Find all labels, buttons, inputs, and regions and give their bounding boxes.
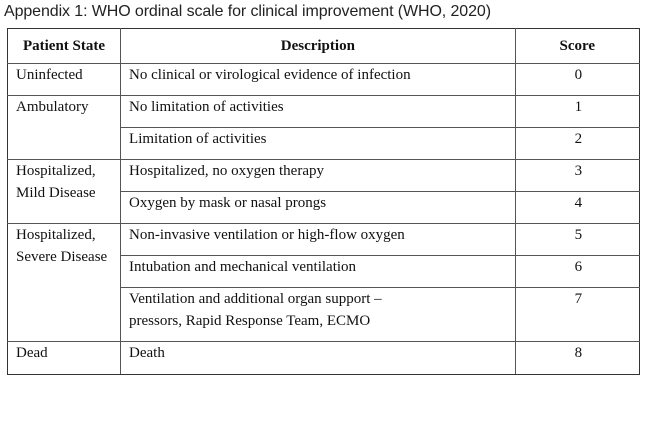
state-cell-hospitalized-severe — [8, 224, 121, 342]
header-score: Score — [515, 29, 639, 64]
description-cell: Limitation of activities — [121, 128, 516, 160]
table-row — [8, 160, 640, 192]
state-cell-hospitalized-mild — [8, 160, 121, 224]
header-patient-state: Patient State — [8, 29, 121, 64]
score-cell: 1 — [515, 96, 639, 128]
score-cell: 7 — [515, 288, 639, 342]
state-cell-dead: Dead — [8, 342, 121, 375]
table-row — [8, 224, 640, 256]
description-line: pressors, Rapid Response Team, ECMO — [129, 313, 371, 329]
description-cell: Non-invasive ventilation or high-flow oxygen — [121, 224, 516, 256]
description-cell — [121, 288, 516, 342]
description-cell: No limitation of activities — [121, 96, 516, 128]
who-ordinal-scale-table — [7, 28, 640, 375]
state-line: Hospitalized, — [16, 163, 96, 179]
score-cell: 3 — [515, 160, 639, 192]
description-line: Ventilation and additional organ support – — [129, 291, 382, 307]
score-cell: 6 — [515, 256, 639, 288]
score-cell: 4 — [515, 192, 639, 224]
state-cell-uninfected: Uninfected — [8, 64, 121, 96]
header-description: Description — [121, 29, 516, 64]
score-cell: 8 — [515, 342, 639, 375]
table-row — [8, 342, 640, 375]
state-line: Hospitalized, — [16, 227, 96, 243]
score-cell: 2 — [515, 128, 639, 160]
description-cell: Hospitalized, no oxygen therapy — [121, 160, 516, 192]
description-cell: No clinical or virological evidence of infection — [121, 64, 516, 96]
header-row — [8, 29, 640, 64]
score-cell: 5 — [515, 224, 639, 256]
state-line: Severe Disease — [16, 249, 108, 265]
table-caption: Appendix 1: WHO ordinal scale for clinical improvement (WHO, 2020) — [4, 3, 491, 20]
description-cell: Death — [121, 342, 516, 375]
description-cell: Intubation and mechanical ventilation — [121, 256, 516, 288]
table-row — [8, 96, 640, 128]
table-row — [8, 64, 640, 96]
state-cell-ambulatory: Ambulatory — [8, 96, 121, 160]
state-line: Mild Disease — [16, 185, 96, 201]
score-cell: 0 — [515, 64, 639, 96]
description-cell: Oxygen by mask or nasal prongs — [121, 192, 516, 224]
